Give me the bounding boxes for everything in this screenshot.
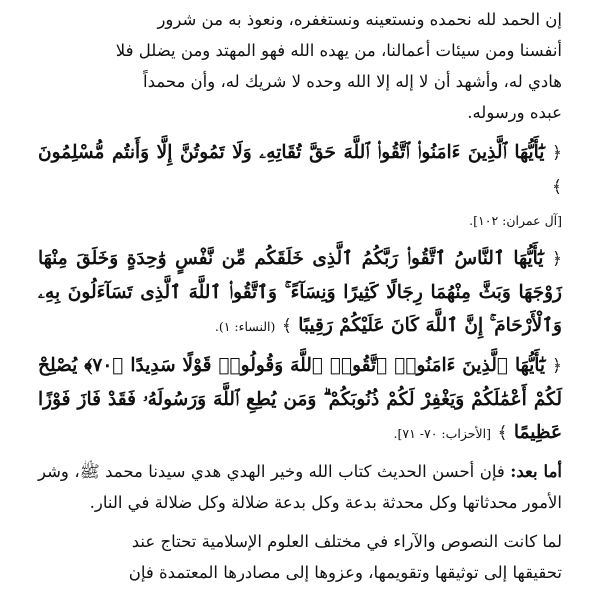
verse-open-bracket: ﴿: [552, 143, 562, 163]
intro-line: إن الحمد لله نحمده ونستعينه ونستغفره، ونعوذ به من شرور: [157, 10, 562, 29]
intro-paragraph: [38, 4, 562, 128]
verse-text: يَٰٓأَيُّهَا ٱلَّذِينَ ءَامَنُوا۟ ٱتَّقُوا۟ ٱللَّهَ حَقَّ تُقَاتِهِۦ وَلَا تَمُوتُنَّ إِلَّا وَأَنتُم مُّسْلِمُونَ: [38, 142, 545, 163]
amma-badu-lead: أما بعد:: [510, 462, 562, 481]
closing-line: لما كانت النصوص والآراء في مختلف العلوم الإسلامية تحتاج عند: [131, 532, 562, 551]
verse-reference: [آل عمران: ١٠٢].: [469, 213, 562, 228]
verse-text: يَٰٓأَيُّهَا ٱلنَّاسُ ٱتَّقُوا۟ رَبَّكُمُ ٱلَّذِى خَلَقَكُم مِّن نَّفْسٍ وَٰحِدَةٍ وَخَلَقَ مِنْهَا زَوْجَهَا وَبَثَّ مِنْهُمَا رِجَالًا كَثِيرًا وَنِسَآءً ۚ وَٱتَّقُوا۟ ٱللَّهَ ٱلَّذِى تَسَآءَلُونَ بِهِۦ وَٱلْأَرْحَامَ ۚ إِنَّ ٱللَّهَ كَانَ عَلَيْكُمْ رَقِيبًا: [38, 248, 562, 336]
intro-line: هادي له، وأشهد أن لا إله إلا الله وحده لا شريك له، وأن محمداً: [143, 72, 562, 91]
quran-verse-2: [38, 242, 562, 343]
verse-close-bracket: ﴾: [281, 316, 292, 336]
intro-line: عبده ورسوله.: [467, 103, 562, 122]
document-page: [38, 4, 562, 600]
verse-close-bracket: ﴾: [552, 177, 562, 197]
verse-close-bracket: ﴾: [497, 423, 508, 443]
closing-line: تحقيقها إلى توثيقها وتقويمها، وعزوها إلى مصادرها المعتمدة فإن: [128, 563, 562, 582]
quran-verse-1: [38, 136, 562, 204]
verse-reference: (النساء: ١).: [214, 319, 276, 334]
verse-open-bracket: ﴿: [552, 356, 562, 376]
verse-open-bracket: ﴿: [552, 249, 562, 269]
closing-paragraph: [38, 526, 562, 588]
intro-line: أنفسنا ومن سيئات أعمالنا، من يهده الله فهو المهتد ومن يضلل فلا: [115, 41, 562, 60]
amma-badu-text: فإن أحسن الحديث كتاب الله وخير الهدي هدي سيدنا محمد ﷺ، وشر الأمور محدثاتها وكل محدثة بدعة وكل بدعة ضلالة وكل ضلالة في النار.: [38, 462, 562, 512]
verse-reference: [الأحزاب: ٧٠- ٧١].: [393, 426, 491, 441]
quran-verse-3: [38, 349, 562, 450]
verse-text: يَٰٓأَيُّهَا ٱلَّذِينَ ءَامَنُوا۟ ٱتَّقُوا۟ ٱللَّهَ وَقُولُوا۟ قَوْلًا سَدِيدًا ﴿٧٠﴾ يُصْلِحْ لَكُمْ أَعْمَٰلَكُمْ وَيَغْفِرْ لَكُمْ ذُنُوبَكُمْ ۗ وَمَن يُطِعِ ٱللَّهَ وَرَسُولَهُۥ فَقَدْ فَازَ فَوْزًا عَظِيمًا: [38, 355, 562, 443]
amma-badu-paragraph: [38, 456, 562, 518]
